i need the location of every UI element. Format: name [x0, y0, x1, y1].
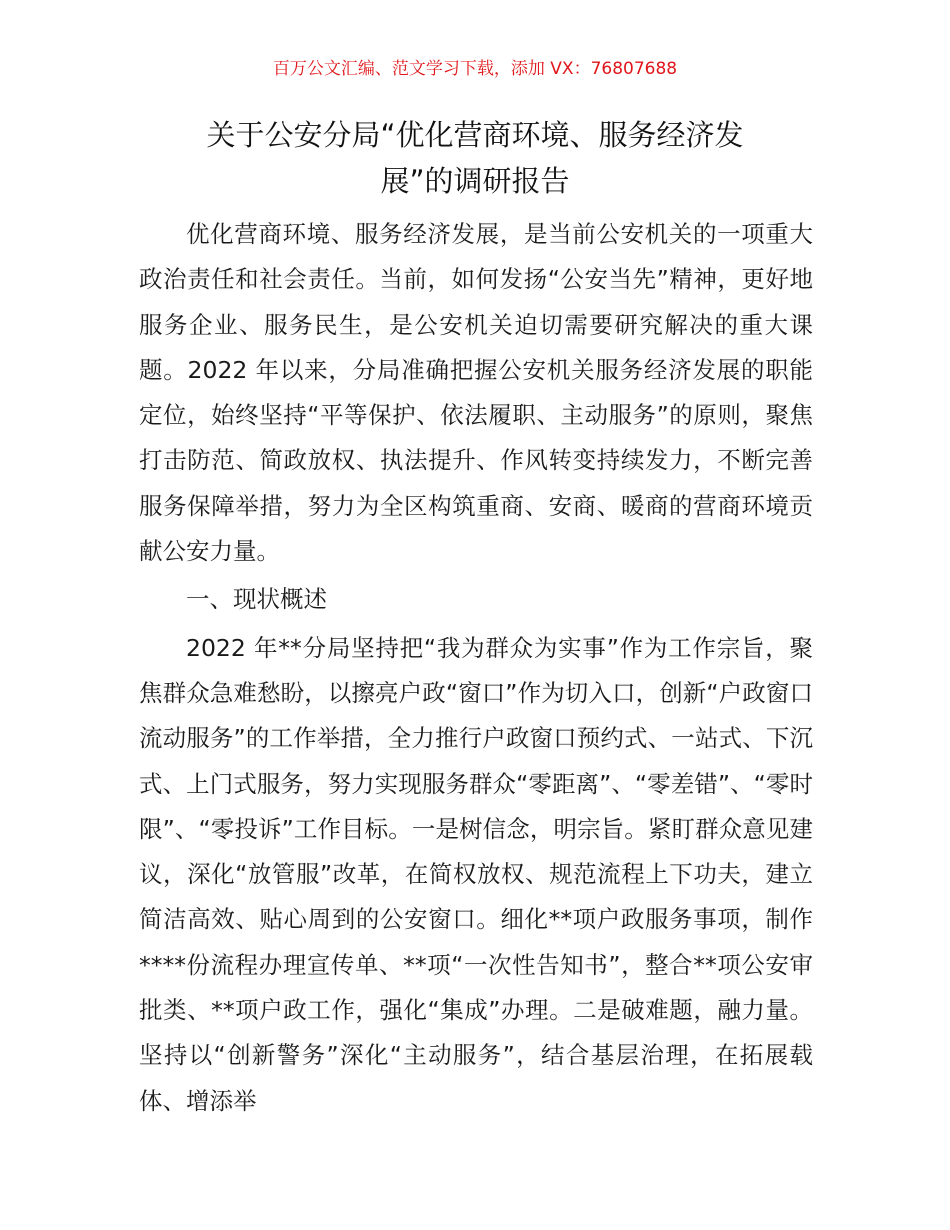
- title-line-2: 展”的调研报告: [380, 164, 570, 198]
- document-body: [139, 212, 813, 1124]
- paragraph-status-overview: 2022 年**分局坚持把“我为群众为实事”作为工作宗旨，聚焦群众急难愁盼，以擦亮户政“窗口”作为切入口，创新“户政窗口流动服务”的工作举措，全力推行户政窗口预约式、一站式、下沉式、上门式服务，努力实现服务群众“零距离”、“零差错”、“零时限”、“零投诉”工作目标。一是树信念，明宗旨。紧盯群众意见建议，深化“放管服”改革，在简权放权、规范流程上下功夫，建立简洁高效、贴心周到的公安窗口。细化**项户政服务事项，制作****份流程办理宣传单、**项“一次性告知书”，整合**项公安审批类、**项户政工作，强化“集成”办理。二是破难题，融力量。坚持以“创新警务”深化“主动服务”，结合基层治理，在拓展载体、增添举: [139, 633, 813, 1115]
- section-heading-status-overview: 一、现状概述: [186, 585, 327, 614]
- document-title: [130, 112, 820, 204]
- paragraph-intro: 优化营商环境、服务经济发展，是当前公安机关的一项重大政治责任和社会责任。当前，如何发扬“公安当先”精神，更好地服务企业、服务民生，是公安机关迫切需要研究解决的重大课题。2022 年以来，分局准确把握公安机关服务经济发展的职能定位，始终坚持“平等保护、依法履职、主动服务”的原则，聚焦打击防范、简政放权、执法提升、作风转变持续发力，不断完善服务保障举措，努力为全区构筑重商、安商、暖商的营商环境贡献公安力量。: [139, 220, 813, 566]
- title-line-1: 关于公安分局“优化营商环境、服务经济发: [206, 118, 744, 152]
- header-promo-note: 百万公文汇编、范文学习下载，添加 VX：76807688: [272, 59, 678, 79]
